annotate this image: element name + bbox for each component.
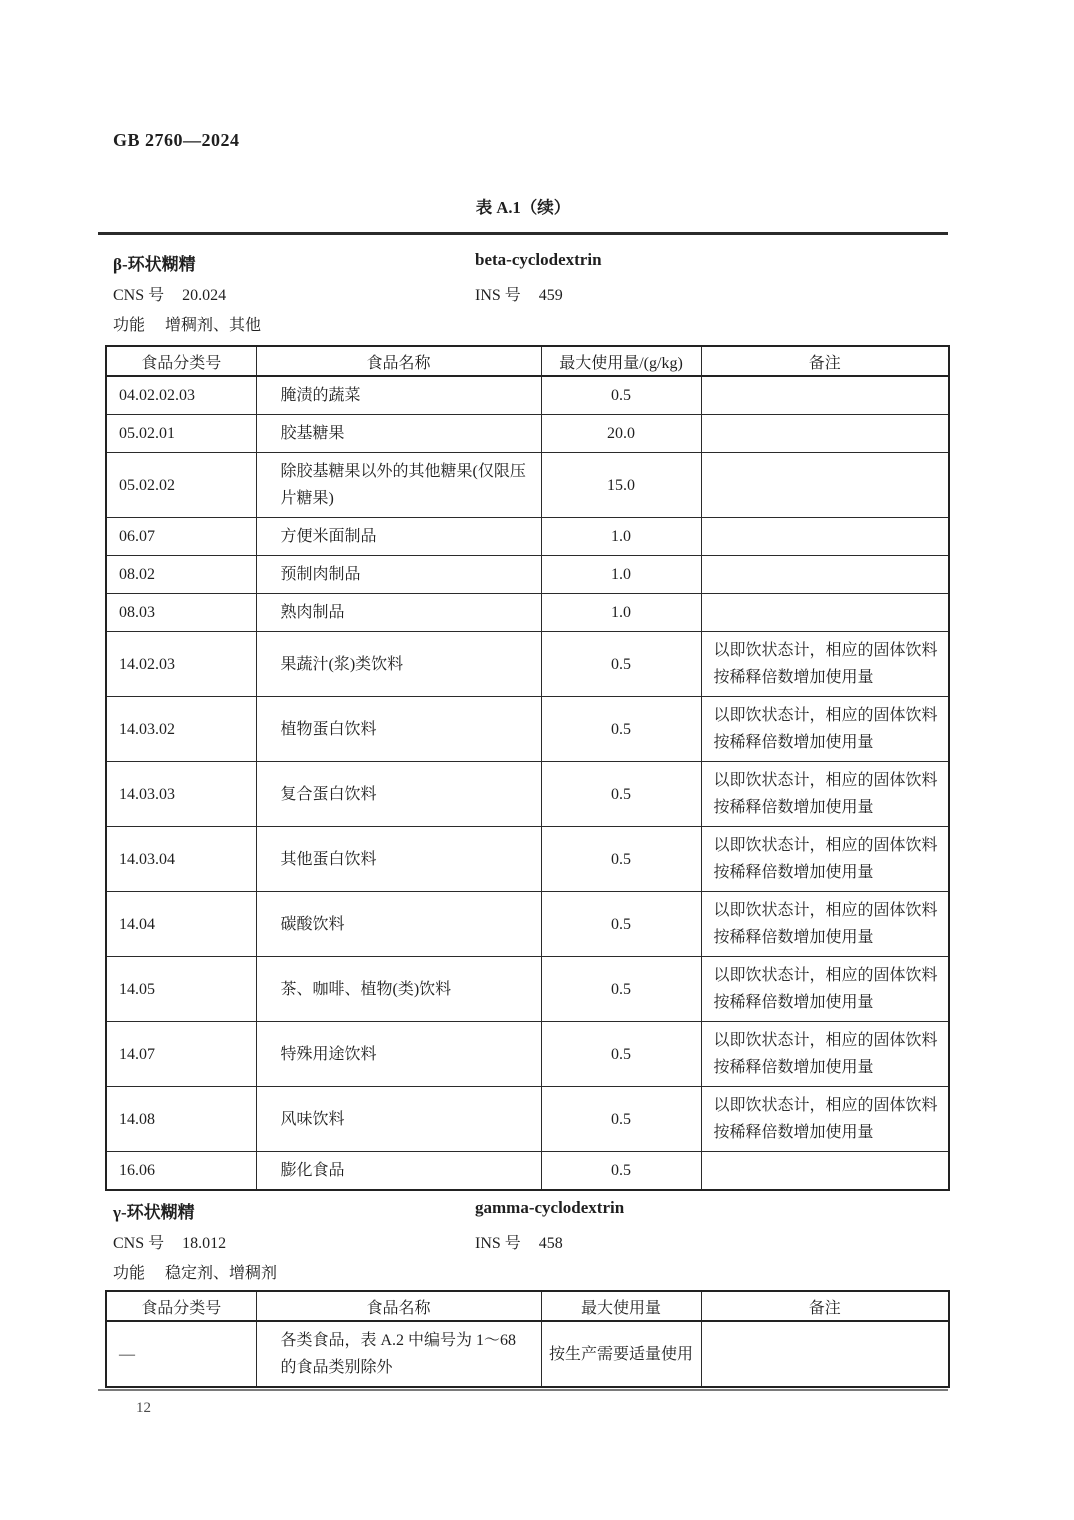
cell-remark: 以即饮状态计，相应的固体饮料按稀释倍数增加使用量 bbox=[701, 697, 949, 762]
cell-remark bbox=[701, 594, 949, 632]
cell-max-use: 0.5 bbox=[541, 632, 701, 697]
cell-food-name: 碳酸饮料 bbox=[256, 892, 541, 957]
cell-food-name: 果蔬汁(浆)类饮料 bbox=[256, 632, 541, 697]
additive-name-en: beta-cyclodextrin bbox=[475, 250, 602, 269]
cell-max-use: 按生产需要适量使用 bbox=[541, 1321, 701, 1387]
ins-label: INS 号 bbox=[475, 1235, 521, 1252]
table-caption: 表 A.1（续） bbox=[475, 198, 571, 217]
cell-max-use: 0.5 bbox=[541, 1152, 701, 1191]
cell-max-use: 0.5 bbox=[541, 697, 701, 762]
cell-max-use: 0.5 bbox=[541, 892, 701, 957]
table-row bbox=[106, 762, 949, 827]
col-header-max-use: 最大使用量/(g/kg) bbox=[541, 346, 701, 376]
additive-section-beta bbox=[113, 250, 953, 342]
cell-remark bbox=[701, 453, 949, 518]
table-row bbox=[106, 1087, 949, 1152]
cell-food-name: 茶、咖啡、植物(类)饮料 bbox=[256, 957, 541, 1022]
additive-name-en: gamma-cyclodextrin bbox=[475, 1198, 625, 1217]
cell-food-name: 植物蛋白饮料 bbox=[256, 697, 541, 762]
table-header-row bbox=[106, 346, 949, 376]
cell-food-name: 特殊用途饮料 bbox=[256, 1022, 541, 1087]
cell-food-name: 方便米面制品 bbox=[256, 518, 541, 556]
cell-food-code: 08.02 bbox=[106, 556, 256, 594]
standard-code: GB 2760—2024 bbox=[113, 130, 240, 150]
cell-food-code: 06.07 bbox=[106, 518, 256, 556]
cell-remark: 以即饮状态计，相应的固体饮料按稀释倍数增加使用量 bbox=[701, 827, 949, 892]
cell-food-code: 14.07 bbox=[106, 1022, 256, 1087]
cell-food-code: 14.03.04 bbox=[106, 827, 256, 892]
cell-food-name: 膨化食品 bbox=[256, 1152, 541, 1191]
cns-label: CNS 号 bbox=[113, 287, 165, 304]
cell-food-code: 14.04 bbox=[106, 892, 256, 957]
cell-remark bbox=[701, 556, 949, 594]
col-header-remark: 备注 bbox=[701, 346, 949, 376]
table-row bbox=[106, 892, 949, 957]
table-row bbox=[106, 518, 949, 556]
ins-value: 458 bbox=[538, 1235, 563, 1252]
col-header-food-code: 食品分类号 bbox=[106, 1291, 256, 1321]
cell-food-code: 08.03 bbox=[106, 594, 256, 632]
table-row bbox=[106, 415, 949, 453]
cell-food-name: 预制肉制品 bbox=[256, 556, 541, 594]
col-header-max-use: 最大使用量 bbox=[541, 1291, 701, 1321]
additive-name-cn: γ-环状糊精 bbox=[113, 1203, 195, 1222]
table-header-row bbox=[106, 1291, 949, 1321]
ins-value: 459 bbox=[538, 287, 563, 304]
col-header-remark: 备注 bbox=[701, 1291, 949, 1321]
cell-food-code: — bbox=[106, 1321, 256, 1387]
cell-food-code: 05.02.02 bbox=[106, 453, 256, 518]
function-value: 增稠剂、其他 bbox=[165, 317, 262, 334]
cell-max-use: 0.5 bbox=[541, 376, 701, 415]
cell-remark bbox=[701, 1152, 949, 1191]
footer-rule bbox=[98, 1389, 948, 1391]
cell-food-name: 腌渍的蔬菜 bbox=[256, 376, 541, 415]
table-row bbox=[106, 632, 949, 697]
caption-rule bbox=[98, 232, 948, 235]
table-row bbox=[106, 1321, 949, 1387]
cell-remark bbox=[701, 415, 949, 453]
cell-food-code: 14.03.03 bbox=[106, 762, 256, 827]
cell-max-use: 1.0 bbox=[541, 594, 701, 632]
cns-value: 20.024 bbox=[182, 287, 227, 304]
cell-food-code: 14.08 bbox=[106, 1087, 256, 1152]
table-row bbox=[106, 1022, 949, 1087]
cell-food-name: 熟肉制品 bbox=[256, 594, 541, 632]
usage-table-gamma bbox=[105, 1290, 950, 1388]
cell-remark: 以即饮状态计，相应的固体饮料按稀释倍数增加使用量 bbox=[701, 957, 949, 1022]
cell-food-code: 05.02.01 bbox=[106, 415, 256, 453]
ins-label: INS 号 bbox=[475, 287, 521, 304]
page-number: 12 bbox=[136, 1400, 151, 1416]
table-row bbox=[106, 1152, 949, 1191]
additive-section-gamma bbox=[113, 1198, 953, 1290]
function-label: 功能 bbox=[113, 1265, 146, 1282]
cell-food-code: 14.05 bbox=[106, 957, 256, 1022]
cell-max-use: 0.5 bbox=[541, 1087, 701, 1152]
cell-remark: 以即饮状态计，相应的固体饮料按稀释倍数增加使用量 bbox=[701, 892, 949, 957]
cell-max-use: 1.0 bbox=[541, 556, 701, 594]
table-row bbox=[106, 827, 949, 892]
cell-food-code: 16.06 bbox=[106, 1152, 256, 1191]
cell-food-code: 04.02.02.03 bbox=[106, 376, 256, 415]
table-row bbox=[106, 376, 949, 415]
function-label: 功能 bbox=[113, 317, 146, 334]
cell-max-use: 0.5 bbox=[541, 827, 701, 892]
cell-remark: 以即饮状态计，相应的固体饮料按稀释倍数增加使用量 bbox=[701, 762, 949, 827]
cell-remark bbox=[701, 1321, 949, 1387]
usage-table-beta bbox=[105, 345, 950, 1191]
cell-max-use: 20.0 bbox=[541, 415, 701, 453]
cell-food-name: 其他蛋白饮料 bbox=[256, 827, 541, 892]
cell-max-use: 0.5 bbox=[541, 1022, 701, 1087]
col-header-food-code: 食品分类号 bbox=[106, 346, 256, 376]
cell-remark bbox=[701, 376, 949, 415]
cell-max-use: 1.0 bbox=[541, 518, 701, 556]
cell-remark: 以即饮状态计，相应的固体饮料按稀释倍数增加使用量 bbox=[701, 1022, 949, 1087]
col-header-food-name: 食品名称 bbox=[256, 346, 541, 376]
cell-max-use: 0.5 bbox=[541, 762, 701, 827]
function-value: 稳定剂、增稠剂 bbox=[165, 1265, 278, 1282]
table-row bbox=[106, 957, 949, 1022]
cns-label: CNS 号 bbox=[113, 1235, 165, 1252]
cell-remark: 以即饮状态计，相应的固体饮料按稀释倍数增加使用量 bbox=[701, 1087, 949, 1152]
table-row bbox=[106, 697, 949, 762]
cell-food-code: 14.02.03 bbox=[106, 632, 256, 697]
cns-value: 18.012 bbox=[182, 1235, 227, 1252]
cell-food-name: 除胶基糖果以外的其他糖果(仅限压片糖果) bbox=[256, 453, 541, 518]
table-row bbox=[106, 453, 949, 518]
cell-food-code: 14.03.02 bbox=[106, 697, 256, 762]
cell-max-use: 0.5 bbox=[541, 957, 701, 1022]
table-row bbox=[106, 556, 949, 594]
col-header-food-name: 食品名称 bbox=[256, 1291, 541, 1321]
table-row bbox=[106, 594, 949, 632]
cell-remark bbox=[701, 518, 949, 556]
cell-food-name: 复合蛋白饮料 bbox=[256, 762, 541, 827]
cell-food-name: 各类食品，表 A.2 中编号为 1～68 的食品类别除外 bbox=[256, 1321, 541, 1387]
cell-remark: 以即饮状态计，相应的固体饮料按稀释倍数增加使用量 bbox=[701, 632, 949, 697]
cell-food-name: 风味饮料 bbox=[256, 1087, 541, 1152]
cell-food-name: 胶基糖果 bbox=[256, 415, 541, 453]
cell-max-use: 15.0 bbox=[541, 453, 701, 518]
additive-name-cn: β-环状糊精 bbox=[113, 255, 196, 274]
